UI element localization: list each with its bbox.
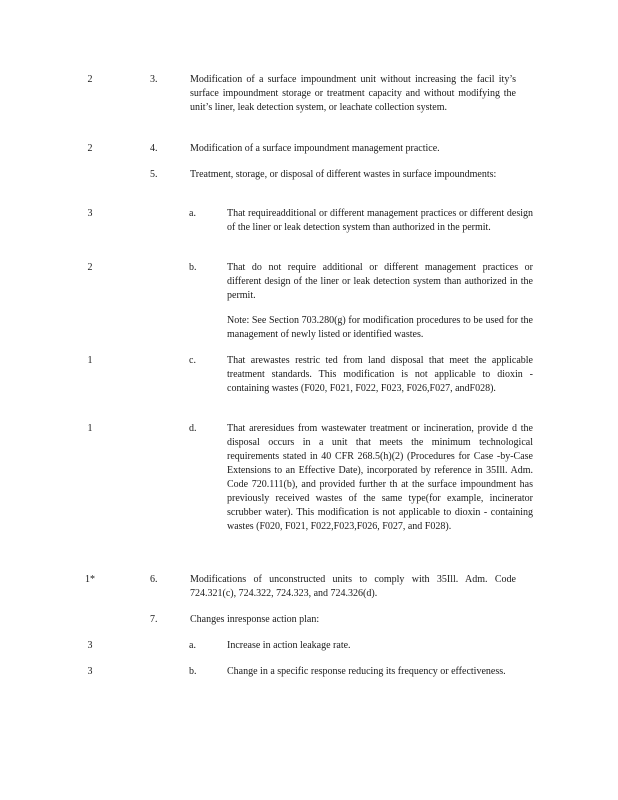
- item-letter: b.: [189, 666, 197, 677]
- item-number: 5.: [150, 169, 158, 180]
- item-text: Modification of a surface impoundment management practice.: [190, 143, 440, 154]
- item-text: Modifications of unconstructed units to comply with 35Ill. Adm. Code 724.321(c), 724.322, 724.323, and 724.326(d).: [190, 574, 516, 599]
- item-text: That requireadditional or different management practices or different design of the liner or leak detection system than authorized in the permit.: [227, 208, 533, 233]
- item-number: 6.: [150, 574, 158, 585]
- item-letter: b.: [189, 262, 197, 273]
- item-text: Changes inresponse action plan:: [190, 614, 320, 625]
- item-number: 7.: [150, 614, 158, 625]
- class-number: 1*: [85, 574, 95, 585]
- item-text: That do not require additional or different management practices or different design of the liner or leak detection system than authorized in the permit.: [227, 262, 533, 301]
- item-letter: a.: [189, 208, 196, 219]
- item-letter: a.: [189, 640, 196, 651]
- item-text: Modification of a surface impoundment unit without increasing the facil ity’s surface impoundment storage or treatment capacity and without modifying the unit’s liner, leak detection system, or leachate collection system.: [190, 74, 516, 113]
- note-text: Note: See Section 703.280(g) for modification procedures to be used for the management of newly listed or identified wastes.: [227, 315, 533, 340]
- item-text: Increase in action leakage rate.: [227, 640, 351, 651]
- item-text: Change in a specific response reducing its frequency or effectiveness.: [227, 666, 506, 677]
- item-text: That areresidues from wastewater treatment or incineration, provide d the disposal occurs in a unit that meets the minimum technological requirements stated in 40 CFR 268.5(h)(2) (Procedures for Case -by-Case Extensions to an Effective Date), incorporated by reference in 35Ill. Adm. Code 720.111(b), and provided further th at the surface impoundment has previously received wastes of the same type(for example, incinerator scrubber water). This modification is not applicable to dioxin - containing wastes (F020, F021, F022,F023,F026, F027, and F028).: [227, 423, 533, 532]
- class-number: 1: [87, 423, 93, 434]
- class-number: 3: [87, 666, 93, 677]
- item-text: Treatment, storage, or disposal of different wastes in surface impoundments:: [190, 169, 497, 180]
- class-number: 3: [87, 640, 93, 651]
- class-number: 2: [87, 74, 93, 85]
- class-number: 3: [87, 208, 93, 219]
- item-number: 3.: [150, 74, 158, 85]
- class-number: 1: [87, 355, 93, 366]
- item-letter: d.: [189, 423, 197, 434]
- class-number: 2: [87, 262, 93, 273]
- item-letter: c.: [189, 355, 196, 366]
- item-text: That arewastes restric ted from land disposal that meet the applicable treatment standards. This modification is not applicable to dioxin -containing wastes (F020, F021, F022, F023, F026,F027, andF028).: [227, 355, 533, 394]
- class-number: 2: [87, 143, 93, 154]
- item-number: 4.: [150, 143, 158, 154]
